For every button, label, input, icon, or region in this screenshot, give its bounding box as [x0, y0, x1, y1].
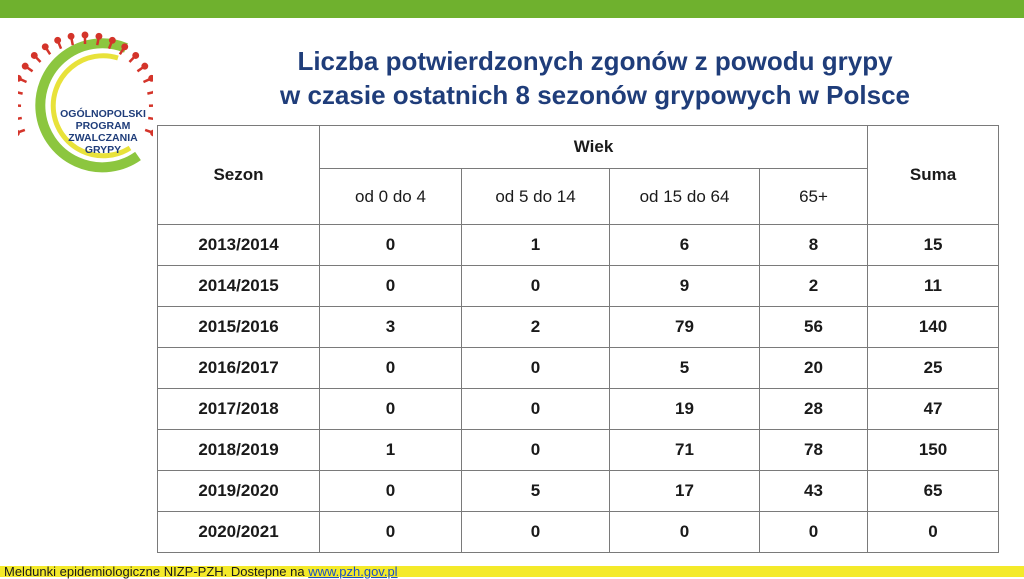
logo-line: PROGRAM [58, 120, 148, 132]
total-cell: 150 [868, 430, 999, 471]
season-cell: 2019/2020 [158, 471, 320, 512]
value-cell: 0 [320, 266, 462, 307]
value-cell: 79 [610, 307, 760, 348]
logo-spike-tip [69, 34, 73, 38]
header-age-group: Wiek [320, 126, 868, 169]
title-line-1: Liczba potwierdzonych zgonów z powodu grypy [190, 44, 1000, 78]
total-cell: 140 [868, 307, 999, 348]
value-cell: 0 [462, 430, 610, 471]
header-age-5-14: od 5 do 14 [462, 169, 610, 225]
value-cell: 6 [610, 225, 760, 266]
value-cell: 20 [760, 348, 868, 389]
logo-text [58, 108, 148, 156]
total-cell: 0 [868, 512, 999, 553]
value-cell: 0 [320, 348, 462, 389]
value-cell: 78 [760, 430, 868, 471]
value-cell: 0 [320, 471, 462, 512]
season-cell: 2017/2018 [158, 389, 320, 430]
table-row [158, 471, 999, 512]
top-accent-bar [0, 0, 1024, 18]
page-title [190, 44, 1000, 112]
value-cell: 28 [760, 389, 868, 430]
header-total: Suma [868, 126, 999, 225]
value-cell: 0 [462, 266, 610, 307]
value-cell: 3 [320, 307, 462, 348]
logo-line: ZWALCZANIA [58, 132, 148, 144]
value-cell: 5 [610, 348, 760, 389]
season-cell: 2020/2021 [158, 512, 320, 553]
logo-spike-tip [110, 38, 114, 42]
deaths-table [157, 125, 999, 553]
value-cell: 0 [760, 512, 868, 553]
value-cell: 2 [462, 307, 610, 348]
value-cell: 9 [610, 266, 760, 307]
logo-spike [148, 118, 153, 119]
logo-spike [147, 92, 153, 94]
table-row [158, 348, 999, 389]
logo-spike-tip [149, 76, 153, 80]
total-cell: 65 [868, 471, 999, 512]
value-cell: 71 [610, 430, 760, 471]
logo-spike-tip [32, 53, 36, 57]
logo-spike-tip [18, 76, 21, 80]
value-cell: 43 [760, 471, 868, 512]
logo-line: GRYPY [58, 144, 148, 156]
value-cell: 0 [462, 348, 610, 389]
value-cell: 17 [610, 471, 760, 512]
table-row [158, 266, 999, 307]
value-cell: 0 [462, 512, 610, 553]
logo-spike-tip [97, 34, 101, 38]
logo-spike [18, 92, 23, 94]
total-cell: 47 [868, 389, 999, 430]
total-cell: 25 [868, 348, 999, 389]
logo-spike-tip [143, 64, 147, 68]
header-age-15-64: od 15 do 64 [610, 169, 760, 225]
title-line-2: w czasie ostatnich 8 sezonów grypowych w Polsce [190, 78, 1000, 112]
header-age-65-plus: 65+ [760, 169, 868, 225]
logo-spike-tip [43, 45, 47, 49]
value-cell: 0 [462, 389, 610, 430]
value-cell: 1 [320, 430, 462, 471]
logo-spike-tip [55, 38, 59, 42]
value-cell: 1 [462, 225, 610, 266]
table-row [158, 430, 999, 471]
value-cell: 2 [760, 266, 868, 307]
table-row [158, 389, 999, 430]
footer-source-text: Meldunki epidemiologiczne NIZP-PZH. Dostepne na [4, 564, 308, 579]
value-cell: 5 [462, 471, 610, 512]
logo-spike-tip [18, 131, 19, 135]
value-cell: 0 [320, 512, 462, 553]
season-cell: 2018/2019 [158, 430, 320, 471]
logo-spike-tip [23, 64, 27, 68]
value-cell: 19 [610, 389, 760, 430]
program-logo [18, 28, 153, 188]
value-cell: 0 [320, 225, 462, 266]
table-row [158, 307, 999, 348]
logo-spike-tip [123, 45, 127, 49]
table-body [158, 225, 999, 553]
season-cell: 2013/2014 [158, 225, 320, 266]
season-cell: 2015/2016 [158, 307, 320, 348]
table-row [158, 225, 999, 266]
total-cell: 11 [868, 266, 999, 307]
footer-link[interactable]: www.pzh.gov.pl [308, 564, 397, 579]
logo-spike-tip [83, 33, 87, 37]
season-cell: 2016/2017 [158, 348, 320, 389]
value-cell: 0 [610, 512, 760, 553]
season-cell: 2014/2015 [158, 266, 320, 307]
value-cell: 0 [320, 389, 462, 430]
logo-spike-tip [151, 131, 153, 135]
table-row [158, 512, 999, 553]
logo-line: OGÓLNOPOLSKI [58, 108, 148, 120]
header-age-0-4: od 0 do 4 [320, 169, 462, 225]
logo-spike [18, 118, 22, 119]
total-cell: 15 [868, 225, 999, 266]
header-season: Sezon [158, 126, 320, 225]
value-cell: 8 [760, 225, 868, 266]
logo-spike-tip [134, 53, 138, 57]
value-cell: 56 [760, 307, 868, 348]
